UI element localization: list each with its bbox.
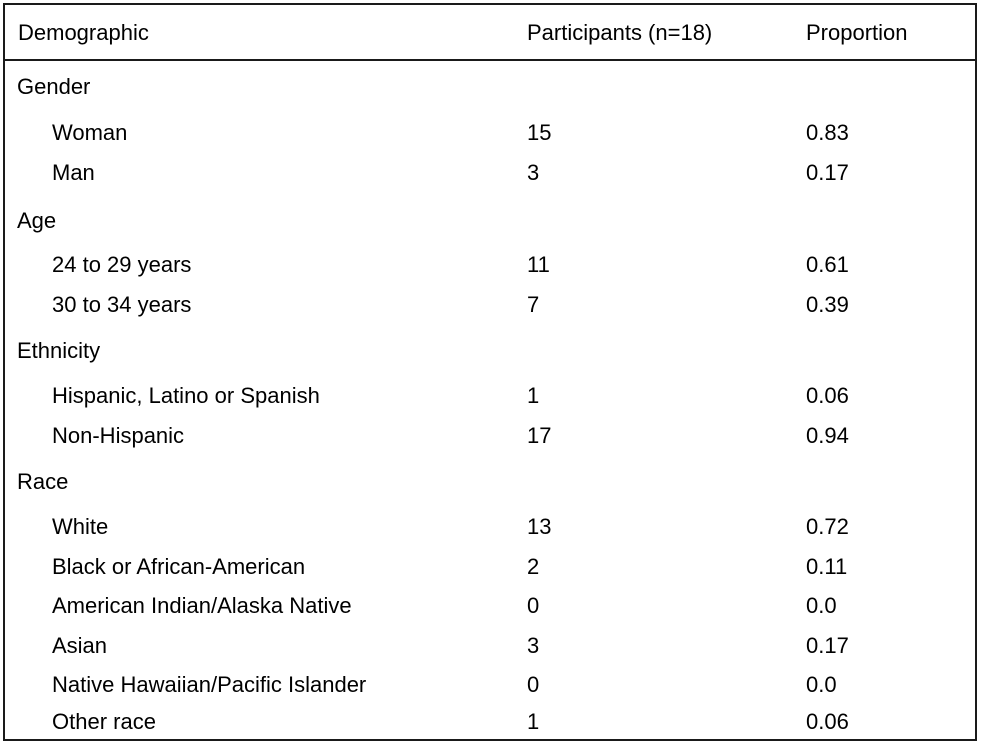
table-row [5, 423, 975, 453]
row-proportion: 0.06 [806, 383, 849, 408]
table-header-row [5, 5, 975, 61]
table-row [5, 292, 975, 322]
row-proportion: 0.0 [806, 593, 837, 618]
group-label: Gender [17, 74, 91, 99]
row-label: 24 to 29 years [52, 252, 192, 277]
row-proportion: 0.39 [806, 292, 849, 317]
row-label: Black or African-American [52, 554, 306, 579]
row-proportion: 0.11 [806, 554, 848, 579]
row-label: American Indian/Alaska Native [52, 593, 352, 618]
row-participants: 3 [527, 160, 540, 185]
group-row-age [5, 208, 975, 238]
table-row [5, 593, 975, 623]
group-label: Ethnicity [17, 338, 101, 363]
row-participants: 11 [527, 252, 550, 277]
table-row [5, 120, 975, 150]
row-participants: 0 [527, 672, 540, 697]
row-proportion: 0.06 [806, 709, 849, 734]
row-label: White [52, 514, 109, 539]
row-participants: 7 [527, 292, 540, 317]
group-label: Age [17, 208, 57, 233]
table-row [5, 709, 975, 739]
row-label: Native Hawaiian/Pacific Islander [52, 672, 367, 697]
row-label: Asian [52, 633, 108, 658]
row-participants: 3 [527, 633, 540, 658]
header-participants: Participants (n=18) [527, 20, 713, 45]
group-row-ethnicity [5, 338, 975, 368]
row-proportion: 0.17 [806, 160, 849, 185]
group-row-gender [5, 74, 975, 104]
table-row [5, 672, 975, 702]
row-label: Other race [52, 709, 156, 734]
demographics-table [3, 3, 977, 741]
row-participants: 2 [527, 554, 540, 579]
row-proportion: 0.61 [806, 252, 849, 277]
group-row-race [5, 469, 975, 499]
row-label: Man [52, 160, 95, 185]
row-participants: 13 [527, 514, 552, 539]
table-row [5, 633, 975, 663]
row-participants: 17 [527, 423, 552, 448]
row-participants: 15 [527, 120, 552, 145]
row-proportion: 0.0 [806, 672, 837, 697]
row-label: Woman [52, 120, 128, 145]
row-participants: 1 [527, 709, 540, 734]
table-row [5, 554, 975, 584]
row-label: 30 to 34 years [52, 292, 192, 317]
row-proportion: 0.72 [806, 514, 849, 539]
row-proportion: 0.83 [806, 120, 849, 145]
row-participants: 1 [527, 383, 540, 408]
table-row [5, 514, 975, 544]
table-row [5, 383, 975, 413]
row-proportion: 0.94 [806, 423, 849, 448]
row-proportion: 0.17 [806, 633, 849, 658]
header-demographic: Demographic [18, 20, 149, 45]
row-label: Non-Hispanic [52, 423, 185, 448]
row-label: Hispanic, Latino or Spanish [52, 383, 320, 408]
header-proportion: Proportion [806, 20, 908, 45]
table-row [5, 160, 975, 190]
row-participants: 0 [527, 593, 540, 618]
group-label: Race [17, 469, 69, 494]
table-row [5, 252, 975, 282]
